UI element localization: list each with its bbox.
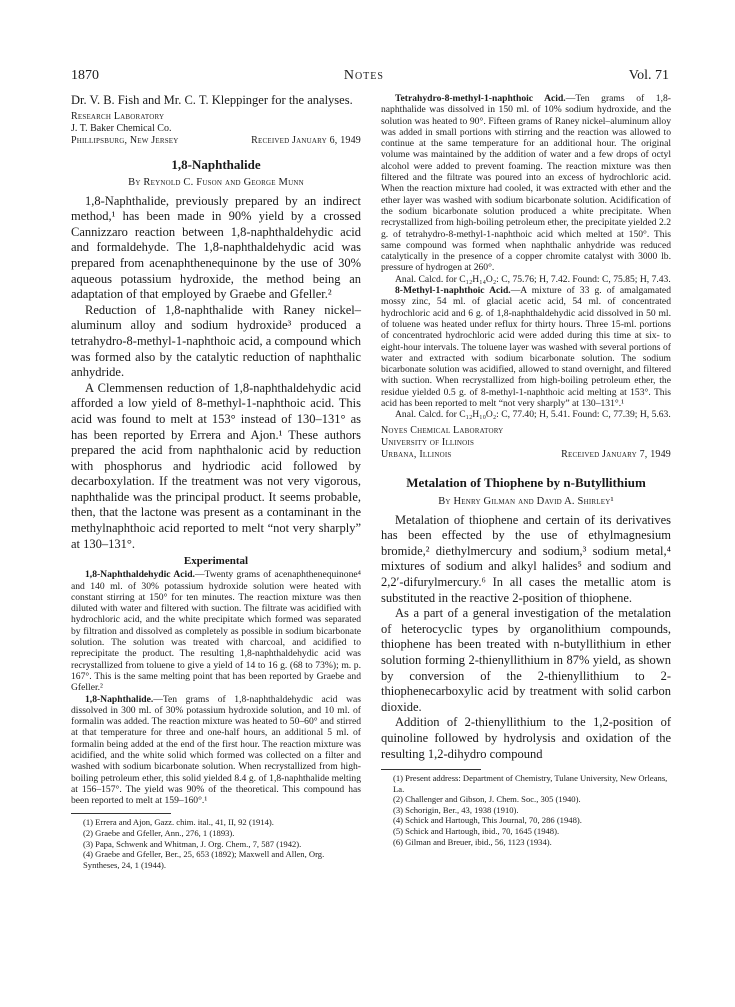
footnote: (5) Schick and Hartough, ibid., 70, 1645 (1948). <box>393 826 560 837</box>
procedure-text: —Ten grams of 1,8-naphthaldehydic acid was dissolved in 300 ml. of 30% potassium hydroxide solution, and 10 ml. of formalin was added. The reaction mixture was heated to 50–60° and stirred at that temperature for three and one-half hours, an additional 5 ml. of formalin being added at the end of the first hour. The reaction mixture was acidified, and the white solid which formed was collected on a filter and washed with sodium bicarbonate solution. When recrystallized from high-boiling petroleum ether, this solid yielded 8.4 g. of 1,8-naphthalide melting at 156–157°. The yield was 90% of the theoretical. This compound has been reported to melt at 159–160°.¹ <box>71 693 361 807</box>
procedure-text: —Ten grams of 1,8-naphthalide was dissolved in 150 ml. of 10% sodium hydroxide, and the solution was heated to 90°. Fifteen grams of Raney nickel–aluminum alloy was added in small portions with stirring and the reaction was allowed to continue at the same temperature for an additional hour. The original volume was maintained by the addition of water and a few drops of octyl alcohol were added to prevent foaming. The reaction mixture was then filtered and the filtrate was poured into an excess of hydrochloric acid. When the reaction mixture had cooled, it was extracted with ether and the ether layer was washed with sodium bicarbonate solution. Acidification of the sodium bicarbonate solution produced a white precipitate. When recrystallized from high-boiling petroleum ether, the precipitate yielded 2.2 g. of tetrahydro-8-methyl-1-naphthoic acid which melted at 150°. This same compound was formed when naphthalic anhydride was reduced catalytically in the presence of a copper chromite catalyst with 3000 lb. pressure of hydrogen at 260°. <box>381 93 671 274</box>
affil-line: Noyes Chemical Laboratory <box>381 424 504 436</box>
procedure-heading: 1,8-Naphthaldehydic Acid. <box>85 569 195 581</box>
right-column <box>381 93 671 847</box>
page-header <box>71 68 669 86</box>
footnote: (1) Present address: Department of Chemistry, Tulane University, New Orleans, La. <box>393 773 668 794</box>
body-paragraph: As a part of a general investigation of the metalation of heterocyclic types by organolithium compounds, thiophene has been treated with n-butyllithium in ether solution forming 2-thienyllithium in 87% yield, as shown by conversion of the 2-thienyllithium to 2-thiophenecarboxylic acid by treatment with solid carbon dioxide. <box>381 606 671 714</box>
procedure-heading: 8-Methyl-1-naphthoic Acid. <box>395 285 511 297</box>
journal-section: Notes <box>343 68 384 83</box>
footnote: (3) Schorigin, Ber., 43, 1938 (1910). <box>393 804 519 815</box>
previous-acknowledgment: Dr. V. B. Fish and Mr. C. T. Kleppinger for the analyses. <box>71 93 353 107</box>
article-byline: By Henry Gilman and David A. Shirley¹ <box>438 495 614 507</box>
experimental-paragraph <box>71 569 361 693</box>
body-paragraph: Addition of 2-thienyllithium to the 1,2-position of quinoline followed by hydrolysis and oxidation of the resulting 1,2-dihydro compound <box>381 715 671 761</box>
article-title: 1,8-Naphthalide <box>171 156 261 172</box>
analysis-line: Anal. Calcd. for C₁₂H₁₄O₂: C, 75.76; H, 7.42. Found: C, 75.85; H, 7.43. <box>395 273 671 285</box>
footnote: (4) Schick and Hartough, This Journal, 70, 286 (1948). <box>393 815 582 826</box>
experimental-paragraph <box>381 285 671 409</box>
procedure-text: —Twenty grams of acenaphthenequinone⁴ and 140 ml. of 30% potassium hydroxide solution were heated with constant stirring at 150° for ten minutes. The reaction mixture was then diluted with water and filtered with suction. The filtrate was acidified with hydrochloric acid, and the white precipitate which formed was separated by filtration and dissolved as completely as possible in sodium bicarbonate solution. The solution was treated with charcoal, and acidified to reprecipitate the product. The resulting 1,8-naphthaldehydic acid was recrystallized from toluene to give a yield of 14 to 16 g. (68 to 73%); m. p. 167°. This is the same melting point that has been reported by Graebe and Gfeller.² <box>71 569 361 694</box>
footnote: (4) Graebe and Gfeller, Ber., 25, 653 (1892); Maxwell and Allen, Org. Syntheses, 24, 1 (1944). <box>83 849 325 870</box>
received-date: Received January 6, 1949 <box>251 134 361 146</box>
footnote: (2) Challenger and Gibson, J. Chem. Soc., 305 (1940). <box>393 794 581 805</box>
affil-line: Urbana, Illinois <box>381 448 452 460</box>
procedure-heading: Tetrahydro-8-methyl-1-naphthoic Acid. <box>395 93 566 104</box>
footnote-rule <box>381 769 481 770</box>
affil-line: Research Laboratory <box>71 110 165 122</box>
affil-line: University of Illinois <box>381 436 475 448</box>
footnote-rule <box>71 813 171 814</box>
body-paragraph: A Clemmensen reduction of 1,8-naphthaldehydic acid afforded a low yield of 8-methyl-1-naphthoic acid. This acid was found to melt at 153° instead of 130–131° as has been reported by Errera and Ajon.¹ These authors prepared the acid from naphthalonic acid by reduction with phosphorus and hydriodic acid followed by decarboxylation. If the treatment was not very vigorous, naphthalide was the principal product. It seems probable, then, that the lactone was present as a contaminant in the methylnaphthoic acid reported to melt “not very sharply” at 130–131°. <box>71 380 361 551</box>
left-column <box>71 93 361 870</box>
procedure-text: —A mixture of 33 g. of amalgamated mossy zinc, 54 ml. of glacial acetic acid, 54 ml. of concentrated hydrochloric acid and 6 g. of 1,8-naphthaldehydic acid dissolved in 50 ml. of toluene was heated under reflux for thirty hours. Three 15-ml. portions of concentrated hydrochloric acid were added during this time at six- to eight-hour intervals. The toluene layer was washed with several portions of water and extracted with sodium bicarbonate solution. The sodium bicarbonate solution was acidified, allowed to stand overnight, and filtered with suction. When recrystallized from high-boiling petroleum ether, the residue yielded 0.5 g. of 8-methyl-1-naphthoic acid melting at 153°. This acid has been reported to melt “not very sharply” at 130–131°.¹ <box>381 285 671 410</box>
affiliation <box>381 425 671 461</box>
page-number: 1870 <box>71 68 99 83</box>
footnote: (6) Gilman and Breuer, ibid., 56, 1123 (1934). <box>393 836 552 847</box>
received-date: Received January 7, 1949 <box>561 448 671 460</box>
footnote: (2) Graebe and Gfeller, Ann., 276, 1 (1893). <box>83 828 235 839</box>
experimental-paragraph <box>381 93 671 274</box>
body-paragraph: Reduction of 1,8-naphthalide with Raney nickel–aluminum alloy and sodium hydroxide³ produced a tetrahydro-8-methyl-1-naphthoic acid, a compound which was formed also by the catalytic reduction of naphthalic anhydride. <box>71 302 361 380</box>
footnotes <box>381 773 671 847</box>
procedure-heading: 1,8-Naphthalide. <box>85 693 154 705</box>
body-paragraph: Metalation of thiophene and certain of its derivatives has been effected by the use of ethylmagnesium bromide,² diethylmercury and sodium,³ sodium metal,⁴ mixtures of sodium and alkyl halides⁵ and sodium and 2,2′-difurylmercury.⁶ In all cases the metallic atom is substituted in the reactive 2-position of thiophene. <box>381 512 671 605</box>
article-byline: By Reynold C. Fuson and George Munn <box>128 176 304 188</box>
footnote: (3) Papa, Schwenk and Whitman, J. Org. Chem., 7, 587 (1942). <box>83 838 302 849</box>
analysis-line: Anal. Calcd. for C₁₂H₁₀O₂: C, 77.40; H, 5.41. Found: C, 77.39; H, 5.63. <box>395 409 671 421</box>
footnotes <box>71 817 361 870</box>
section-heading: Experimental <box>183 555 249 568</box>
previous-affiliation <box>71 111 361 147</box>
affil-line: Phillipsburg, New Jersey <box>71 134 179 146</box>
footnote: (1) Errera and Ajon, Gazz. chim. ital., 41, II, 92 (1914). <box>83 817 274 828</box>
body-paragraph: 1,8-Naphthalide, previously prepared by an indirect method,¹ has been made in 90% yield by a crossed Cannizzaro reaction between 1,8-naphthaldehydic acid and formaldehyde. The 1,8-naphthaldehydic acid was prepared from acenaphthenequinone by the use of 30% aqueous potassium hydroxide, the method being an adaptation of that employed by Graebe and Gfeller.² <box>71 193 361 302</box>
article-title: Metalation of Thiophene by n-Butyllithium <box>406 474 646 490</box>
volume-number: Vol. 71 <box>628 68 669 83</box>
affil-line: J. T. Baker Chemical Co. <box>71 122 172 134</box>
experimental-paragraph <box>71 694 361 807</box>
